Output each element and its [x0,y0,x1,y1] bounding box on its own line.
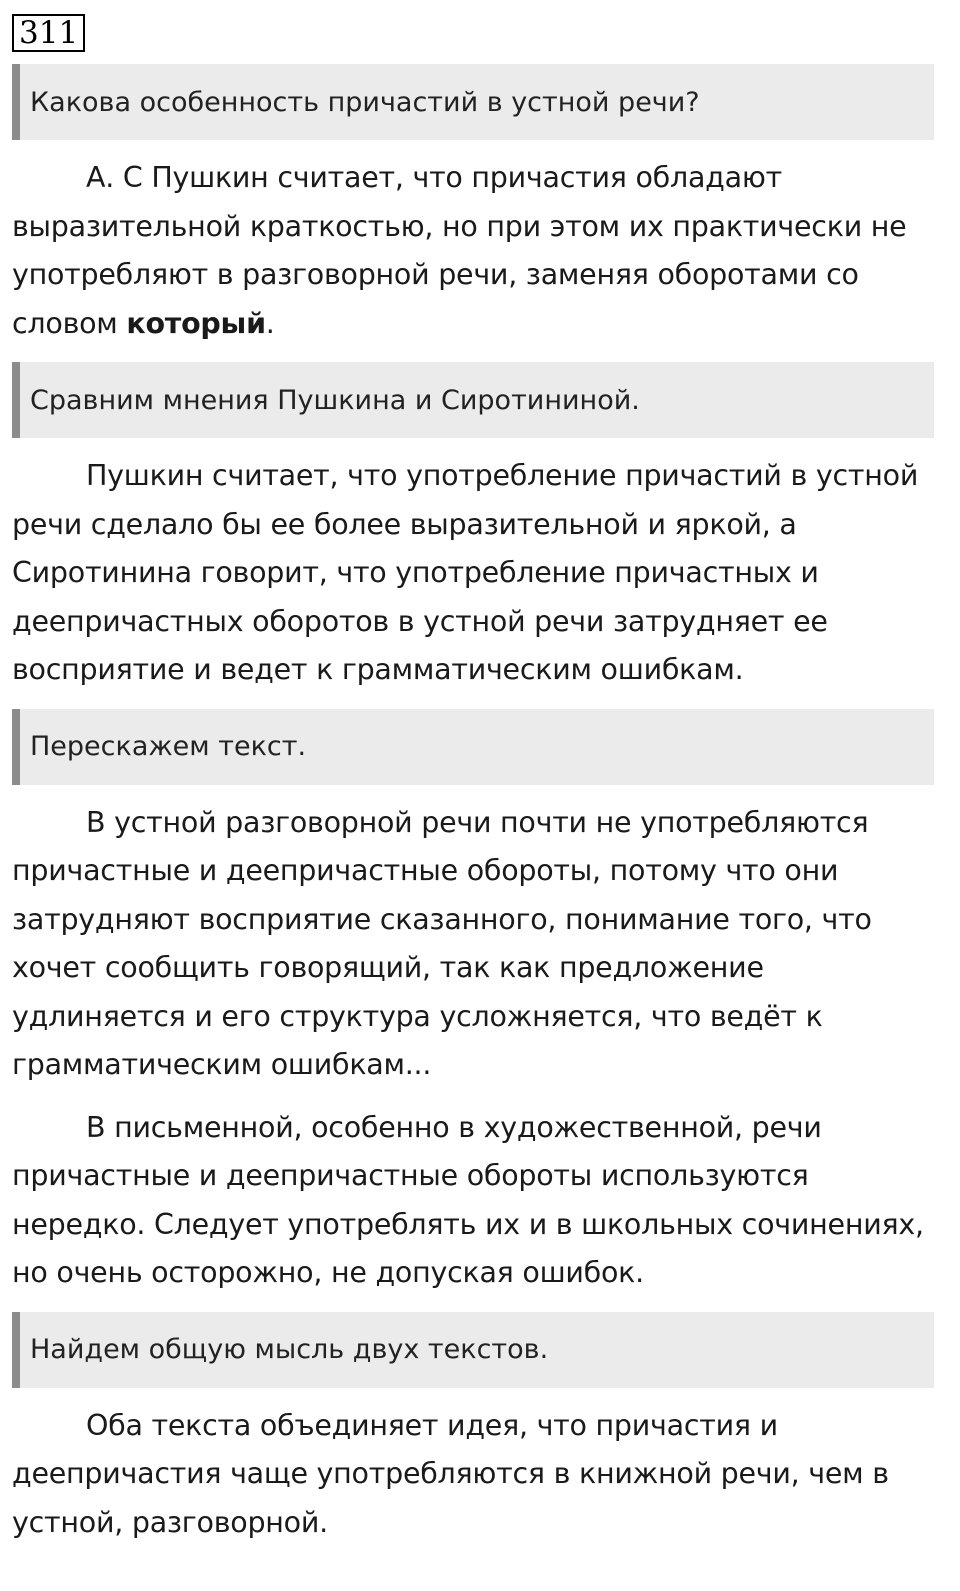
answer-paragraph-2: Пушкин считает, что употребление причастий в устной речи сделало бы ее более выразительной и яркой, а Сиротинина говорит, что употребление причастных и деепричастных оборотов в устной речи затрудняет ее восприятие и ведет к грамматическим ошибкам. [12,459,919,686]
answer-bold-word: который [126,306,266,340]
answer-paragraph-5: Оба текста объединяет идея, что причастия и деепричастия чаще употребляются в книжной речи, чем в устной, разговорной. [12,1408,889,1539]
answer-text: А. С Пушкин считает, что причастия обладают выразительной краткостью, но при этом их практически не употребляют в разговорной речи, заменяя оборотами со словом [12,161,907,340]
answer-paragraph-3: В устной разговорной речи почти не употребляются причастные и деепричастные обороты, потому что они затрудняют восприятие сказанного, понимание того, что хочет сообщить говорящий, так как предложение удлиняется и его структура усложняется, что ведёт к грамматическим ошибкам... [12,805,872,1081]
question-block-4: Найдем общую мысль двух текстов. [12,1312,934,1388]
question-block-3: Перескажем текст. [12,709,934,785]
task-number: 311 [12,14,85,52]
question-block-2: Сравним мнения Пушкина и Сиротининой. [12,362,934,438]
answer-text-end: . [265,306,275,340]
answer-paragraph-4: В письменной, особенно в художественной, речи причастные и деепричастные обороты используются нередко. Следует употреблять их и в школьных сочинениях, но очень осторожно, не допуская ошибок. [12,1110,924,1289]
answer-paragraph-1 [12,154,936,348]
question-block-1: Какова особенность причастий в устной речи? [12,64,934,140]
